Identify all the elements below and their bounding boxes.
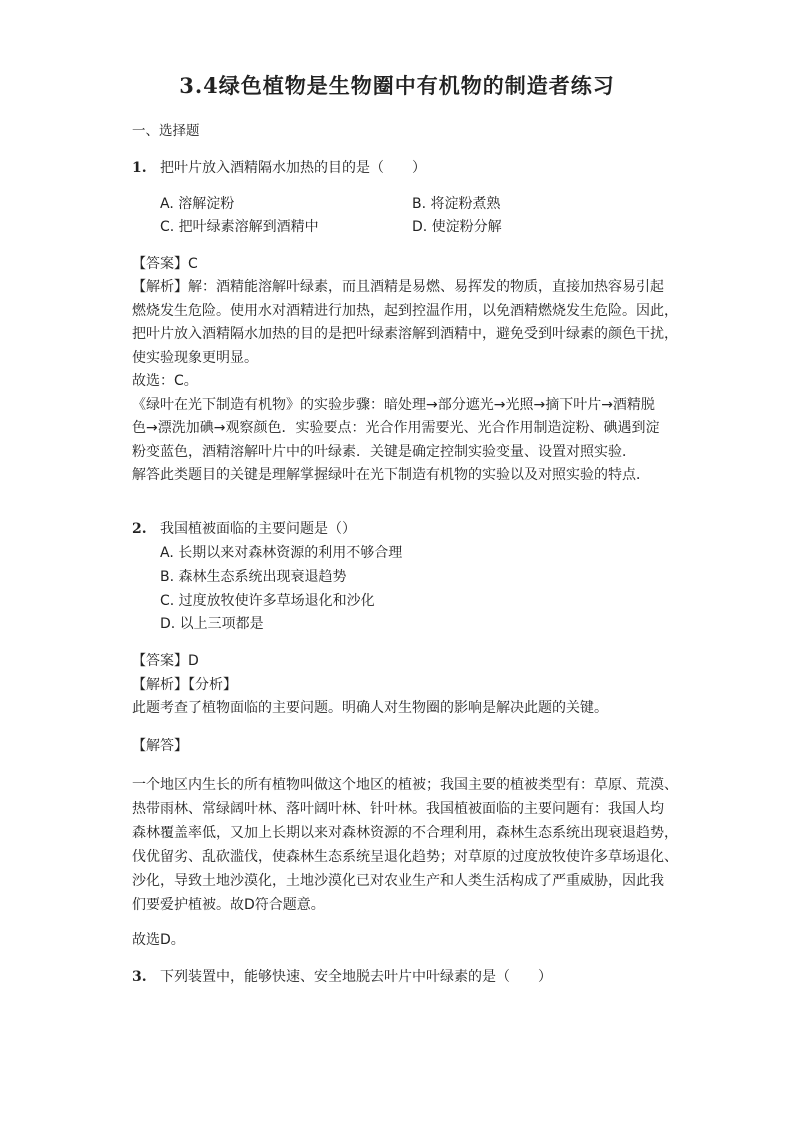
analysis-line: 使实验现象更明显。	[132, 349, 258, 366]
question-stem: 下列装置中，能够快速、安全地脱去叶片中叶绿素的是（ ）	[160, 969, 552, 985]
solution-line: 沙化，导致土地沙漠化，土地沙漠化已对农业生产和人类生活构成了严重威胁，因此我	[132, 873, 664, 889]
section-heading: 一、选择题	[132, 123, 200, 139]
q2-answer: 【答案】D	[132, 653, 199, 669]
q2-option-d: D. 以上三项都是	[160, 616, 264, 632]
solution-line: 伐优留劣、乱砍滥伐，使森林生态系统呈退化趋势；对草原的过度放牧使许多草场退化、	[132, 849, 678, 865]
solution-line: 们要爱护植被。故D符合题意。	[132, 897, 325, 913]
solution-line: 热带雨林、常绿阔叶林、落叶阔叶林、针叶林。我国植被面临的主要问题有：我国人均	[132, 801, 664, 817]
q1-answer: 【答案】C	[132, 256, 198, 272]
q2-option-a: A. 长期以来对森林资源的利用不够合理	[160, 545, 403, 561]
analysis-line: 粉变蓝色，酒精溶解叶片中的叶绿素．关键是确定控制实验变量、设置对照实验．	[132, 443, 636, 460]
analysis-line: 燃烧发生危险。使用水对酒精进行加热，起到控温作用，以免酒精燃烧发生危险。因此，	[132, 302, 678, 319]
q2-analysis-text: 此题考查了植物面临的主要问题。明确人对生物圈的影响是解决此题的关键。	[132, 700, 608, 716]
q1-option-a: A. 溶解淀粉	[160, 196, 235, 212]
analysis-line: 把叶片放入酒精隔水加热的目的是把叶绿素溶解到酒精中，避免受到叶绿素的颜色干扰，	[132, 326, 678, 342]
question-number: 2.	[132, 521, 147, 537]
q1-option-c: C. 把叶绿素溶解到酒精中	[160, 219, 319, 235]
question-number: 3.	[132, 969, 147, 985]
analysis-line: 色→漂洗加碘→观察颜色．实验要点：光合作用需要光、光合作用制造淀粉、碘遇到淀	[132, 420, 660, 436]
q1-option-d: D. 使淀粉分解	[412, 219, 502, 235]
question-number: 1.	[132, 160, 147, 176]
analysis-line: 解答此类题目的关键是理解掌握绿叶在光下制造有机物的实验以及对照实验的特点．	[132, 467, 650, 483]
solution-line: 森林覆盖率低，又加上长期以来对森林资源的不合理利用，森林生态系统出现衰退趋势，	[132, 825, 678, 841]
question-2	[132, 518, 356, 538]
q1-option-b: B. 将淀粉煮熟	[412, 196, 501, 212]
q1-analysis	[132, 276, 678, 488]
q2-analysis-heading: 【解析】【分析】	[132, 677, 237, 693]
q2-option-c: C. 过度放牧使许多草场退化和沙化	[160, 593, 375, 609]
q2-option-b: B. 森林生态系统出现衰退趋势	[160, 569, 347, 585]
analysis-line: 《绿叶在光下制造有机物》的实验步骤：暗处理→部分遮光→光照→摘下叶片→酒精脱	[132, 396, 655, 413]
analysis-line: 【解析】解：酒精能溶解叶绿素，而且酒精是易燃、易挥发的物质，直接加热容易引起	[132, 279, 664, 295]
question-stem: 我国植被面临的主要问题是（）	[160, 521, 356, 537]
page-title: 3.4绿色植物是生物圈中有机物的制造者练习	[179, 73, 615, 98]
q2-solution	[132, 773, 678, 917]
question-1	[132, 157, 426, 177]
question-stem: 把叶片放入酒精隔水加热的目的是（ ）	[160, 160, 426, 176]
q2-choice: 故选D。	[132, 932, 185, 948]
analysis-line: 故选：C。	[132, 373, 198, 389]
q2-solution-heading: 【解答】	[132, 738, 188, 754]
question-3	[132, 966, 552, 986]
solution-line: 一个地区内生长的所有植物叫做这个地区的植被；我国主要的植被类型有：草原、荒漠、	[132, 777, 678, 793]
